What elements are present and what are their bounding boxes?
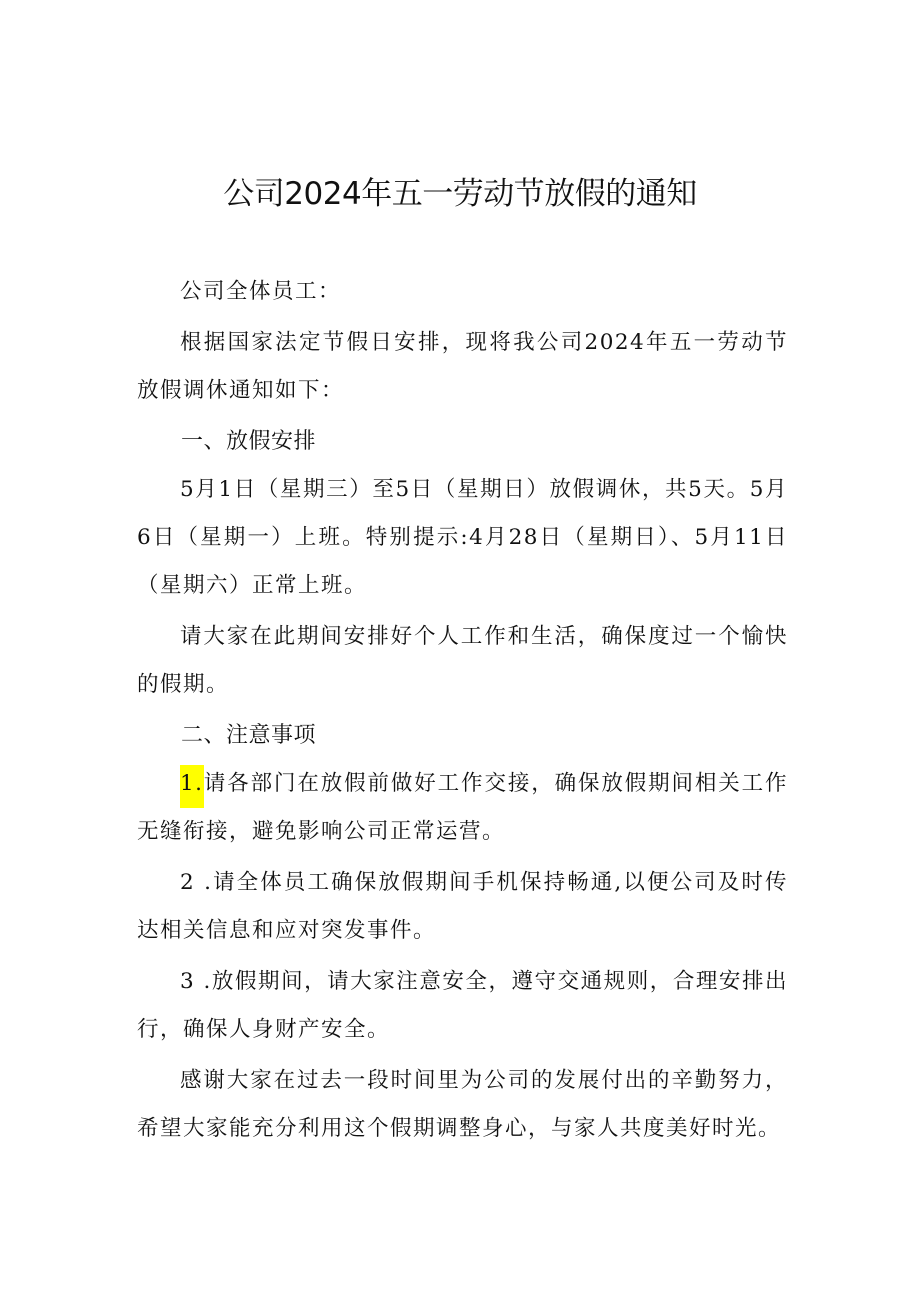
holiday-schedule-paragraph: 5月1日（星期三）至5日（星期日）放假调休，共5天。5月6日（星期一）上班。特别提示:4月28日（星期日）、5月11日（星期六）正常上班。 <box>137 477 788 598</box>
note-item-1-text: 请各部门在放假前做好工作交接，确保放假期间相关工作无缝衔接，避免影响公司正常运营。 <box>137 771 788 844</box>
highlighted-item-number: 1. <box>180 765 204 808</box>
document-body <box>137 268 788 1153</box>
note-item-3: 3 .放假期间，请大家注意安全，遵守交通规则，合理安排出行，确保人身财产安全。 <box>137 969 788 1042</box>
section-heading-holiday-arrangement: 一、放假安排 <box>181 429 317 454</box>
note-item-1 <box>137 760 788 856</box>
holiday-wish-paragraph: 请大家在此期间安排好个人工作和生活，确保度过一个愉快的假期。 <box>137 624 788 697</box>
note-item-2: 2 .请全体员工确保放假期间手机保持畅通,以便公司及时传达相关信息和应对突发事件。 <box>137 870 788 943</box>
salutation: 公司全体员工： <box>180 279 342 304</box>
document-title: 公司2024年五一劳动节放假的通知 <box>223 176 697 212</box>
intro-paragraph: 根据国家法定节假日安排，现将我公司2024年五一劳动节放假调休通知如下： <box>137 330 788 403</box>
section-heading-notes: 二、注意事项 <box>181 723 317 748</box>
closing-paragraph: 感谢大家在过去一段时间里为公司的发展付出的辛勤努力，希望大家能充分利用这个假期调整身心，与家人共度美好时光。 <box>137 1068 788 1141</box>
